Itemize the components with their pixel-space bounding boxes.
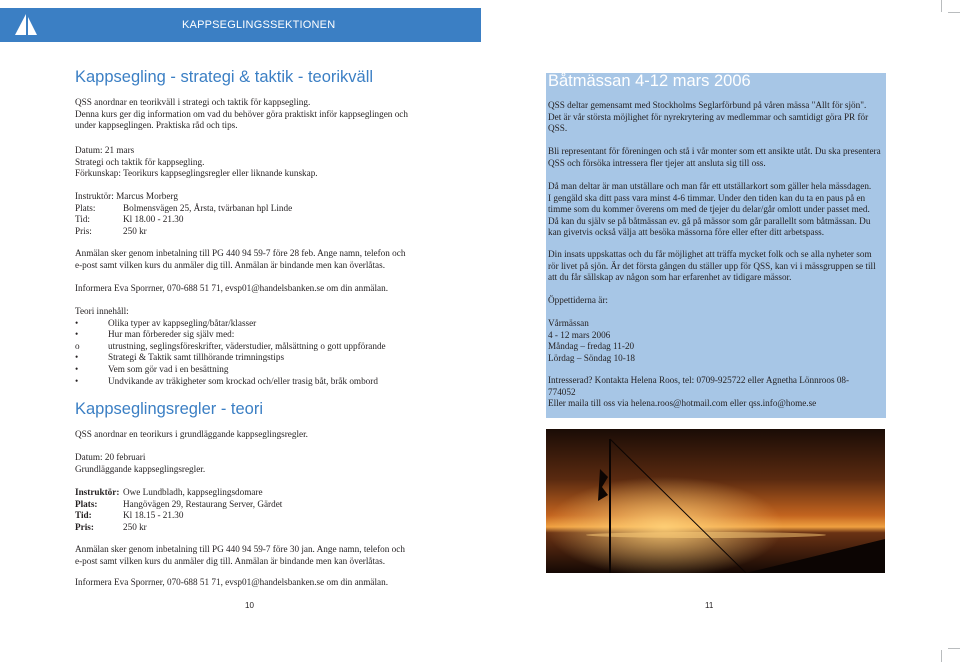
list-item-text: Undvikande av träkigheter som krockad och/eller trasig båt, bråk ombord [108, 375, 378, 386]
text-line: Förkunskap: Teorikurs kappseglingsregler eller liknande kunskap. [75, 168, 318, 179]
side-heading: Båtmässan 4-12 mars 2006 [548, 72, 751, 90]
list-item [75, 352, 435, 364]
text-line: Eller maila till oss via helena.roos@hotmail.com eller qss.info@home.se [548, 398, 817, 409]
text-line: Intresserad? Kontakta Helena Roos, tel: 0709-925722 eller Agnetha Lönnroos 08- [548, 375, 850, 385]
text-line: QSS och försöka intressera fler tjejer att ansluta sig till oss. [548, 157, 766, 168]
text-line: e-post samt vilken kurs du anmäler dig till. Anmälan är bindande men kan överlåtas. [75, 555, 385, 566]
section1-contact: Informera Eva Sporrner, 070-688 51 71, evsp01@handelsbanken.se om din anmälan. [75, 283, 388, 293]
side-hours-title: Öppettiderna är: [548, 295, 608, 305]
info-value: 250 kr [123, 225, 147, 236]
section2-intro: QSS anordnar en teorikurs i grundläggande kappseglingsregler. [75, 429, 308, 439]
info-label: Instruktör: [75, 487, 120, 497]
date-text: Datum: 21 mars [75, 145, 135, 155]
info-value: Kl 18.15 - 21.30 [123, 510, 184, 521]
text-line: timme som du kommer överens om med de tjejer du delar/går omlott under passet med. [548, 204, 870, 215]
bullet-icon: • [75, 375, 79, 386]
list-item [75, 364, 435, 376]
section2-contact: Informera Eva Sporrner, 070-688 51 71, evsp01@handelsbanken.se om din anmälan. [75, 577, 388, 587]
section2-registration [75, 544, 435, 567]
side-paragraph-3 [548, 181, 886, 239]
text-line: Bli representant för föreningen och stå i vår monter som ett ansikte utåt. Du ska presentera [548, 146, 881, 156]
text-line: 774052 [548, 386, 576, 397]
list-item-text: Vem som gör vad i en besättning [108, 363, 229, 374]
list-item-text: Olika typer av kappsegling/båtar/klasser [108, 317, 257, 328]
header-bar [0, 8, 481, 42]
section1-registration [75, 248, 435, 271]
sunset-sailing-photo [546, 429, 885, 573]
info-value: Kl 18.00 - 21.30 [123, 214, 184, 225]
crop-mark [948, 648, 960, 649]
crop-mark [941, 650, 942, 662]
side-paragraph-1 [548, 100, 886, 135]
page-number-left: 10 [245, 601, 254, 610]
info-value: Owe Lundbladh, kappseglingsdomare [123, 487, 263, 497]
text-line: Måndag – fredag 11-20 [548, 341, 635, 352]
text-line: Strategi och taktik för kappsegling. [75, 156, 205, 167]
list-item [75, 329, 435, 341]
page-number-right: 11 [705, 601, 714, 610]
info-value: 250 kr [123, 521, 147, 532]
text-line: Då man deltar är man utställare och man får ett utställarkort som gäller hela mässdagen. [548, 181, 872, 191]
section1-content [75, 306, 435, 387]
text-line: Vårmässan [548, 318, 589, 328]
info-label: Tid: [75, 214, 90, 225]
section2-info [75, 487, 435, 533]
list-item-text: Hur man förbereder sig själv med: [108, 329, 235, 340]
info-label: Pris: [75, 225, 92, 236]
bullet-icon: • [75, 317, 79, 328]
info-value: Hangövägen 29, Restaurang Server, Gärdet [123, 498, 283, 509]
list-item [75, 341, 435, 353]
text-line: QSS deltar gemensamt med Stockholms Seglarförbund på våren mässa "Allt för sjön". [548, 100, 867, 110]
bullet-icon: • [75, 352, 79, 363]
section2-details [75, 452, 435, 475]
section2-heading: Kappseglingsregler - teori [75, 400, 264, 418]
side-hours [548, 318, 886, 364]
text-line: Det är vår största möjlighet för nyrekrytering av medlemmar och samtidigt göra PR för [548, 111, 869, 122]
text-line: QSS anordnar en teorikväll i strategi och taktik för kappsegling. [75, 97, 311, 107]
info-label: Pris: [75, 521, 94, 532]
side-paragraph-4 [548, 249, 886, 284]
text-line: I gengäld ska ditt pass vara minst 4-6 timmar. Under den tiden kan du ta en paus på en [548, 192, 866, 203]
side-paragraph-2 [548, 146, 886, 169]
text-line: Då kan du själv se på båtmässan ev. gå på mässor som går parallellt som båtmässan. Du [548, 215, 871, 226]
list-item [75, 376, 435, 388]
info-label: Plats: [75, 202, 96, 213]
info-label: Tid: [75, 510, 92, 521]
instructor-text: Instruktör: Marcus Morberg [75, 191, 178, 201]
side-contact [548, 375, 886, 410]
section1-intro [75, 97, 425, 132]
bullet-icon: • [75, 329, 79, 340]
section1-details [75, 145, 425, 180]
list-item-text: utrustning, seglingsföreskrifter, väderstudier, målsättning o gott uppförande [108, 340, 386, 351]
text-line: Din insats uppskattas och du får möjlighet att träffa mycket folk och se alla nyheter som [548, 249, 872, 259]
section1-heading: Kappsegling - strategi & taktik - teorikväll [75, 68, 374, 86]
info-label: Plats: [75, 498, 98, 509]
info-value: Bolmensvägen 25, Årsta, tvärbanan hpl Linde [123, 202, 293, 213]
text-line: Anmälan sker genom inbetalning till PG 440 94 59-7 före 30 jan. Ange namn, telefon och [75, 544, 405, 554]
crop-mark [941, 0, 942, 12]
text-line: Anmälan sker genom inbetalning till PG 440 94 59-7 före 28 feb. Ange namn, telefon och [75, 248, 406, 258]
crop-mark [948, 12, 960, 13]
text-line: QSS. [548, 123, 568, 134]
date-text: Datum: 20 februari [75, 452, 146, 462]
content-title: Teori innehåll: [75, 306, 129, 316]
text-line: Denna kurs ger dig information om vad du behöver göra praktiskt inför kappseglingen och [75, 108, 408, 119]
text-line: under kappseglingen. Praktiska råd och tips. [75, 120, 238, 131]
text-line: 4 - 12 mars 2006 [548, 329, 611, 340]
header-title: KAPPSEGLINGSSEKTIONEN [182, 19, 336, 31]
text-line: rör livet på sjön. Är det första gången du ställer upp för QSS, kan vi i mässgruppen se till [548, 260, 876, 271]
sailboat-logo-icon [0, 8, 52, 42]
text-line: kan givetvis också välja att besöka mässorna före eller efter ditt arbetspass. [548, 227, 825, 238]
text-line: e-post samt vilken kurs du anmäler dig till. Anmälan är bindande men kan överlåtas. [75, 259, 385, 270]
list-item-text: Strategi & Taktik samt tillhörande trimningstips [108, 352, 285, 363]
text-line: Lördag – Söndag 10-18 [548, 352, 636, 363]
bullet-icon: o [75, 340, 80, 351]
text-line: att du får sällskap av någon som har erfarenhet av tidigare mässor. [548, 272, 792, 283]
list-item [75, 318, 435, 330]
bullet-icon: • [75, 363, 79, 374]
text-line: Grundläggande kappseglingsregler. [75, 463, 206, 474]
section1-info [75, 191, 425, 237]
